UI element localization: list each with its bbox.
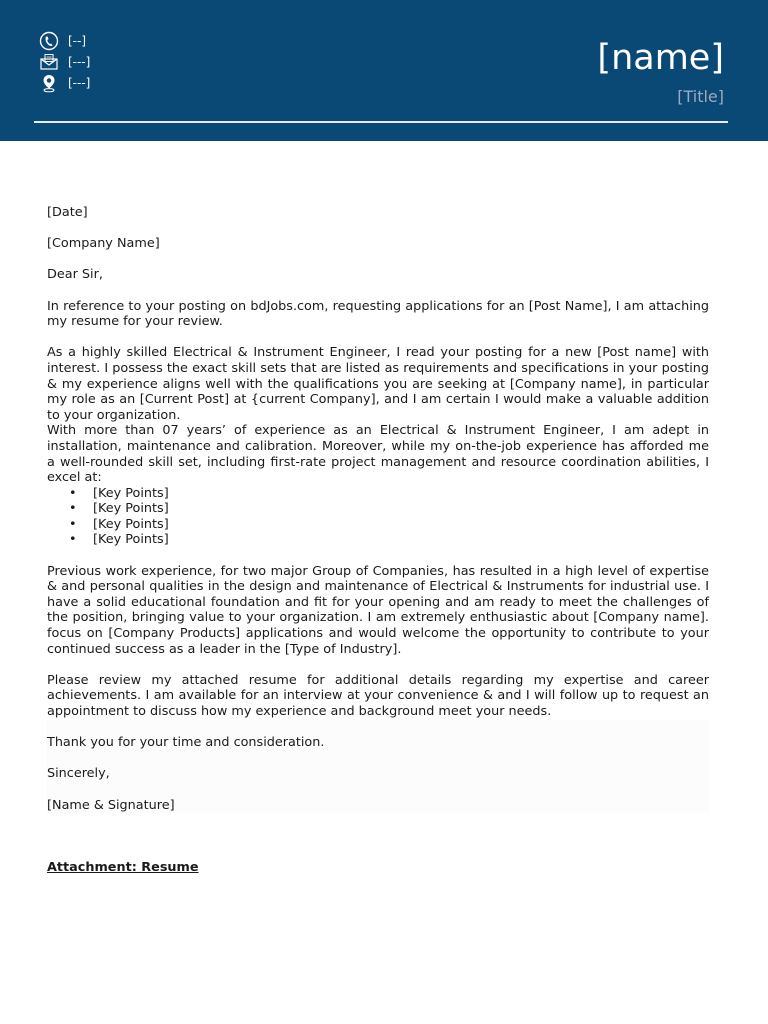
attachment-note: Attachment: Resume: [47, 859, 199, 875]
list-item: • [Key Points]: [93, 486, 709, 502]
contact-phone-value: [--]: [68, 33, 87, 48]
list-item: • [Key Points]: [93, 501, 709, 517]
closing-block: [47, 720, 709, 814]
mail-icon: [38, 52, 60, 72]
contact-location-value: [---]: [68, 75, 91, 90]
contact-location: [38, 72, 90, 93]
paragraph-experience: With more than 07 years’ of experience as an Electrical & Instrument Engineer, I am adept in installation, maintenance and calibration. Moreover, while my on-the-job experience has afforded me a well-rounded skill set, including first-rate project management and resource coordination abilities, I excel at:: [47, 423, 709, 486]
list-item: • [Key Points]: [93, 517, 709, 533]
list-item: • [Key Points]: [93, 532, 709, 548]
location-icon: [38, 73, 60, 93]
letter-body: [47, 205, 709, 876]
letter-signature: [Name & Signature]: [47, 797, 175, 813]
phone-icon: [38, 31, 60, 51]
contact-mail-value: [---]: [68, 54, 91, 69]
contact-phone: [38, 30, 90, 51]
paragraph-review: Please review my attached resume for additional details regarding my expertise and career achievements. I am available for an interview at your convenience & and I will follow up to request an appointment to discuss how my experience and background meet your needs.: [47, 672, 709, 719]
letter-salutation: Dear Sir,: [47, 267, 103, 283]
contact-mail: [38, 51, 90, 72]
header-divider: [34, 121, 728, 123]
letter-thanks: Thank you for your time and consideration.: [47, 735, 325, 751]
letter-signoff: Sincerely,: [47, 766, 110, 782]
paragraph-skills: As a highly skilled Electrical & Instrument Engineer, I read your posting for a new [Post name] with interest. I possess the exact skill sets that are listed as requirements and specifications in your posting & my experience aligns well with the qualifications you are seeking at [Company name], in particular my role as an [Current Post] at {current Company], and I am certain I would make a valuable addition to your organization.: [47, 345, 709, 423]
header-band: [0, 0, 768, 141]
paragraph-intro: In reference to your posting on bdJobs.com, requesting applications for an [Post Name], I am attaching my resume for your review.: [47, 298, 709, 330]
letter-date: [Date]: [47, 205, 88, 220]
paragraph-previous-work: Previous work experience, for two major Group of Companies, has resulted in a high level of expertise & and personal qualities in the design and maintenance of Electrical & Instruments for industrial use. I have a solid educational foundation and fit for your opening and am ready to meet the challenges of the position, bringing value to your organization. I am extremely enthusiastic about [Company name]. focus on [Company Products] applications and would welcome the opportunity to contribute to your continued success as a leader in the [Type of Industry].: [47, 563, 709, 657]
letter-company: [Company Name]: [47, 236, 160, 252]
candidate-title: [Title]: [677, 87, 724, 106]
key-points-list: [47, 486, 709, 548]
contact-list: [38, 30, 90, 93]
candidate-name: [name]: [597, 38, 724, 78]
